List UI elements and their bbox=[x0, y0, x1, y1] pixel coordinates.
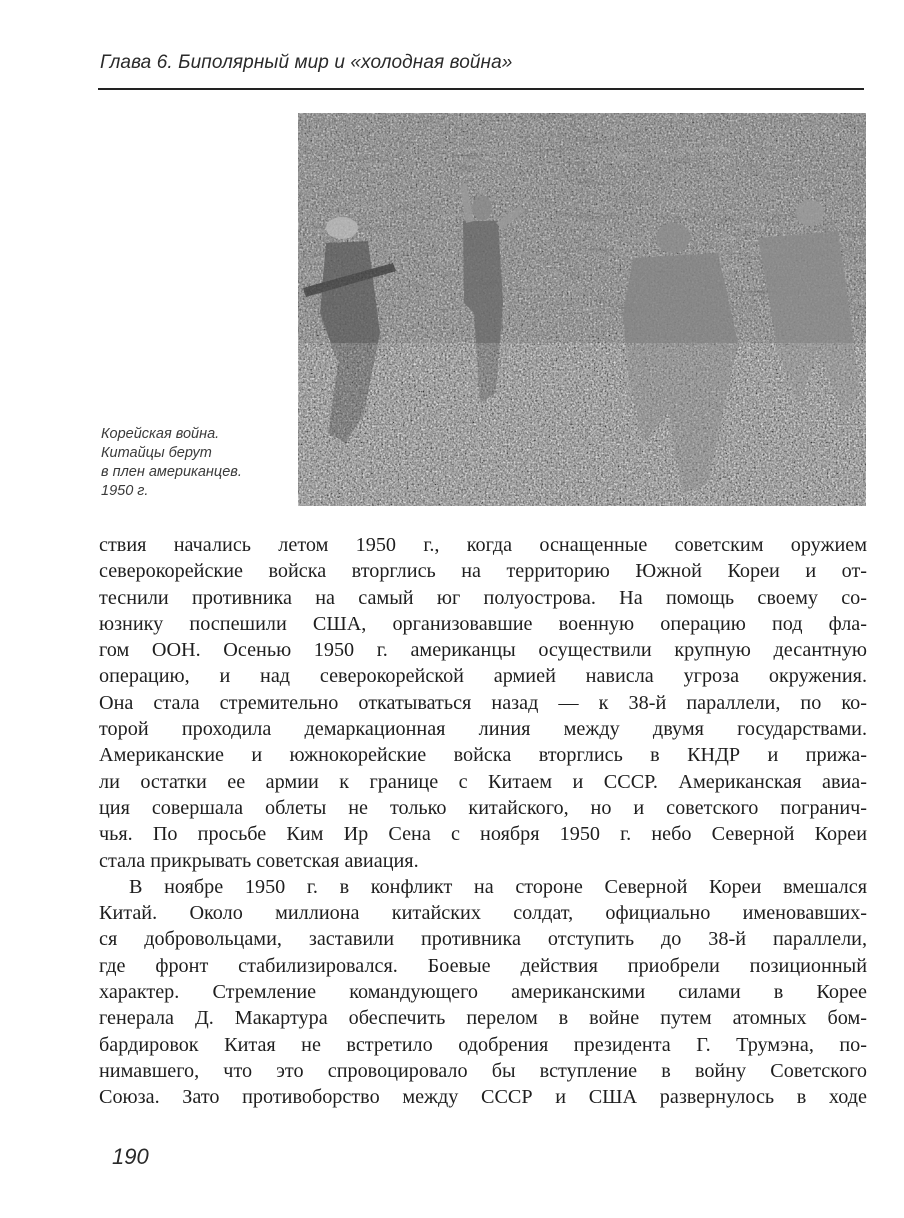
text-line: где фронт стабилизировался. Боевые действия приобрели позиционный bbox=[99, 954, 867, 977]
text-line: ся добровольцами, заставили противника отступить до 38-й параллели, bbox=[99, 928, 867, 951]
figure-caption bbox=[101, 425, 291, 501]
text-line: северокорейские войска вторглись на территорию Южной Кореи и от- bbox=[99, 560, 867, 583]
text-line: характер. Стремление командующего американскими силами в Корее bbox=[99, 981, 867, 1004]
paragraph-start-line: В ноябре 1950 г. в конфликт на стороне Северной Кореи вмешался bbox=[129, 875, 867, 898]
photo-image bbox=[298, 113, 866, 506]
figure-photo bbox=[298, 113, 866, 506]
running-head-title: Глава 6. Биполярный мир и «холодная война» bbox=[100, 52, 513, 73]
text-line: ция совершала облеты не только китайского, но и советского погранич- bbox=[99, 796, 867, 819]
body-text bbox=[99, 532, 867, 1111]
text-line: нимавшего, что это спровоцировало бы вступление в войну Советского bbox=[99, 1059, 867, 1082]
text-line: бардировок Китая не встретило одобрения президента Г. Трумэна, по- bbox=[99, 1033, 867, 1056]
text-line: теснили противника на самый юг полуострова. На помощь своему со- bbox=[99, 586, 867, 609]
header-rule bbox=[98, 88, 864, 90]
text-line: операцию, и над северокорейской армией нависла угроза окружения. bbox=[99, 665, 867, 688]
text-line: торой проходила демаркационная линия между двумя государствами. bbox=[99, 718, 867, 741]
caption-line: Корейская война. bbox=[101, 426, 220, 442]
text-line: ли остатки ее армии к границе с Китаем и СССР. Американская авиа- bbox=[99, 770, 867, 793]
text-line: Она стала стремительно откатываться назад — к 38-й параллели, по ко- bbox=[99, 691, 867, 714]
text-line: ствия начались летом 1950 г., когда оснащенные советским оружием bbox=[99, 534, 867, 556]
caption-line: в плен американцев. bbox=[101, 464, 242, 480]
text-line: стала прикрывать советская авиация. bbox=[99, 849, 419, 872]
text-line: генерала Д. Макартура обеспечить перелом в войне путем атомных бом- bbox=[99, 1007, 867, 1030]
text-line: Американские и южнокорейские войска вторглись в КНДР и прижа- bbox=[99, 744, 867, 767]
caption-line: 1950 г. bbox=[101, 483, 149, 499]
caption-line: Китайцы берут bbox=[101, 445, 212, 461]
page-number: 190 bbox=[112, 1144, 149, 1169]
text-line: чья. По просьбе Ким Ир Сена с ноября 1950 г. небо Северной Кореи bbox=[99, 823, 867, 846]
text-line: Китай. Около миллиона китайских солдат, официально именовавших- bbox=[99, 902, 867, 925]
text-line: гом ООН. Осенью 1950 г. американцы осуществили крупную десантную bbox=[99, 639, 867, 662]
text-line: Союза. Зато противоборство между СССР и США развернулось в ходе bbox=[99, 1086, 867, 1109]
text-line: юзнику поспешили США, организовавшие военную операцию под фла- bbox=[99, 612, 867, 635]
